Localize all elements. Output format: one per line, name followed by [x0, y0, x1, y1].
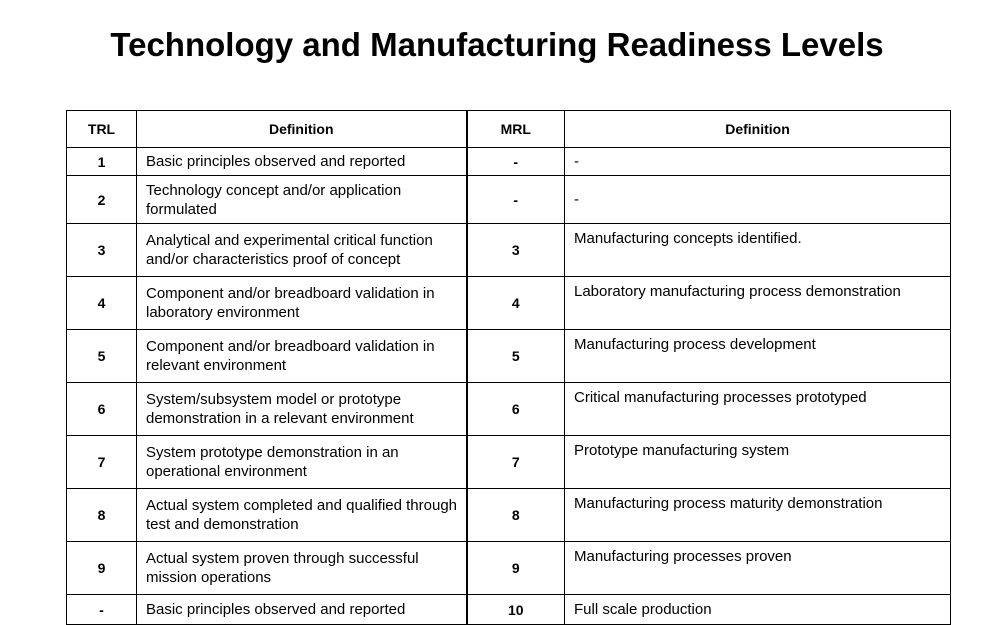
trl-level-cell: 4	[67, 277, 137, 330]
trl-level-cell: -	[67, 595, 137, 625]
trl-definition-cell: Basic principles observed and reported	[137, 148, 467, 176]
header-row	[67, 111, 951, 148]
trl-definition-cell: Basic principles observed and reported	[137, 595, 467, 625]
mrl-level-cell: -	[467, 148, 565, 176]
trl-level-cell: 6	[67, 383, 137, 436]
table-row	[67, 148, 951, 176]
table-row	[67, 595, 951, 625]
trl-level-cell: 9	[67, 542, 137, 595]
table-row	[67, 542, 951, 595]
mrl-definition-cell: Prototype manufacturing system	[565, 436, 951, 489]
readiness-levels-table	[66, 110, 951, 625]
mrl-definition-cell: -	[565, 176, 951, 224]
mrl-level-cell: 5	[467, 330, 565, 383]
page-title: Technology and Manufacturing Readiness Levels	[110, 26, 884, 63]
trl-definition-cell: Actual system proven through successful mission operations	[137, 542, 467, 595]
trl-level-cell: 5	[67, 330, 137, 383]
mrl-level-cell: 4	[467, 277, 565, 330]
table-row	[67, 330, 951, 383]
table-row	[67, 383, 951, 436]
mrl-definition-cell: Laboratory manufacturing process demonstration	[565, 277, 951, 330]
trl-definition-cell: System prototype demonstration in an operational environment	[137, 436, 467, 489]
table-row	[67, 436, 951, 489]
mrl-level-cell: 9	[467, 542, 565, 595]
table-row	[67, 176, 951, 224]
mrl-column-header: MRL	[467, 111, 565, 148]
trl-level-cell: 2	[67, 176, 137, 224]
trl-definition-column-header: Definition	[137, 111, 467, 148]
mrl-definition-cell: Full scale production	[565, 595, 951, 625]
trl-level-cell: 8	[67, 489, 137, 542]
trl-definition-cell: Technology concept and/or application formulated	[137, 176, 467, 224]
mrl-definition-cell: Critical manufacturing processes prototyped	[565, 383, 951, 436]
mrl-level-cell: 3	[467, 224, 565, 277]
mrl-definition-cell: Manufacturing concepts identified.	[565, 224, 951, 277]
table-row	[67, 489, 951, 542]
mrl-definition-column-header: Definition	[565, 111, 951, 148]
mrl-definition-cell: -	[565, 148, 951, 176]
trl-level-cell: 1	[67, 148, 137, 176]
mrl-definition-cell: Manufacturing process maturity demonstration	[565, 489, 951, 542]
mrl-level-cell: -	[467, 176, 565, 224]
mrl-definition-cell: Manufacturing process development	[565, 330, 951, 383]
trl-definition-cell: Analytical and experimental critical function and/or characteristics proof of concept	[137, 224, 467, 277]
mrl-level-cell: 10	[467, 595, 565, 625]
table-row	[67, 277, 951, 330]
mrl-level-cell: 6	[467, 383, 565, 436]
mrl-level-cell: 7	[467, 436, 565, 489]
trl-column-header: TRL	[67, 111, 137, 148]
mrl-definition-cell: Manufacturing processes proven	[565, 542, 951, 595]
mrl-level-cell: 8	[467, 489, 565, 542]
trl-definition-cell: Component and/or breadboard validation in relevant environment	[137, 330, 467, 383]
trl-definition-cell: System/subsystem model or prototype demonstration in a relevant environment	[137, 383, 467, 436]
trl-definition-cell: Component and/or breadboard validation in laboratory environment	[137, 277, 467, 330]
trl-level-cell: 3	[67, 224, 137, 277]
trl-definition-cell: Actual system completed and qualified through test and demonstration	[137, 489, 467, 542]
table-row	[67, 224, 951, 277]
trl-level-cell: 7	[67, 436, 137, 489]
